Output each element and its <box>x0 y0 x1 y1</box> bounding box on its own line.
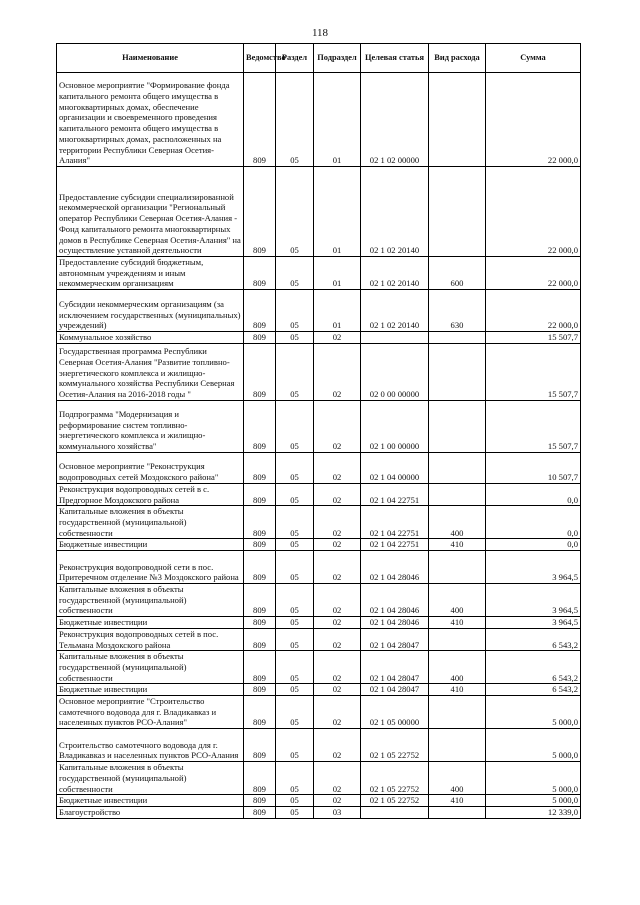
row-name: Субсидии некоммерческим организациям (за исключением государственных (муниципальных) учреждений) <box>57 290 244 332</box>
row-name: Основное мероприятие "Строительство самотечного водовода для г. Владикавказ и населенных пунктов РСО-Алания" <box>57 696 244 729</box>
row-subsection: 02 <box>314 584 361 617</box>
row-expense-type <box>429 343 486 400</box>
table-row <box>57 795 581 807</box>
row-target-article: 02 1 04 28046 <box>361 551 429 584</box>
table-row <box>57 483 581 505</box>
row-ministry: 809 <box>244 651 276 684</box>
row-name: Предоставление субсидии специализированной некоммерческой организации "Региональный оператор Республики Северная Осетия-Алания - Фонд капитального ремонта многоквартирных домов в Республике Северная Осетия-Алания" на осуществление уставной деятельности <box>57 167 244 257</box>
row-subsection: 01 <box>314 290 361 332</box>
table-row <box>57 762 581 795</box>
row-amount: 6 543,2 <box>486 628 581 650</box>
row-expense-type: 600 <box>429 257 486 290</box>
row-expense-type: 400 <box>429 651 486 684</box>
row-expense-type <box>429 696 486 729</box>
row-subsection: 02 <box>314 506 361 539</box>
table-row <box>57 290 581 332</box>
row-subsection: 02 <box>314 651 361 684</box>
row-target-article: 02 1 04 22751 <box>361 483 429 505</box>
row-section: 05 <box>276 696 314 729</box>
row-target-article: 02 1 04 28047 <box>361 651 429 684</box>
row-amount: 22 000,0 <box>486 167 581 257</box>
row-target-article: 02 1 04 22751 <box>361 506 429 539</box>
header-amount: Сумма <box>486 44 581 73</box>
row-name: Строительство самотечного водовода для г. Владикавказ и населенных пунктов РСО-Алания <box>57 729 244 762</box>
table-row <box>57 332 581 344</box>
row-subsection: 02 <box>314 343 361 400</box>
row-name: Подпрограмма "Модернизация и реформирование систем топливно-энергетического комплекса и жилищно-коммунального хозяйства" <box>57 400 244 452</box>
row-subsection: 02 <box>314 684 361 696</box>
row-ministry: 809 <box>244 332 276 344</box>
header-expense-type: Вид расхода <box>429 44 486 73</box>
row-target-article: 02 1 04 28047 <box>361 684 429 696</box>
row-target-article: 02 1 04 28047 <box>361 628 429 650</box>
row-target-article: 02 1 05 22752 <box>361 795 429 807</box>
row-expense-type: 630 <box>429 290 486 332</box>
row-subsection: 02 <box>314 628 361 650</box>
row-ministry: 809 <box>244 729 276 762</box>
row-section: 05 <box>276 539 314 551</box>
row-target-article: 02 0 00 00000 <box>361 343 429 400</box>
row-expense-type: 410 <box>429 539 486 551</box>
table-row <box>57 506 581 539</box>
row-name: Реконструкция водопроводных сетей в с. Предгорное Моздокского района <box>57 483 244 505</box>
row-ministry: 809 <box>244 452 276 483</box>
table-row <box>57 696 581 729</box>
row-section: 05 <box>276 651 314 684</box>
row-amount: 10 507,7 <box>486 452 581 483</box>
row-expense-type: 410 <box>429 684 486 696</box>
header-ministry: Ведомство <box>244 44 276 73</box>
row-section: 05 <box>276 551 314 584</box>
row-name: Основное мероприятие "Формирование фонда капитального ремонта общего имущества в многоквартирных домах, обеспечение организации и своевременного проведения капитального ремонта общего имущества в многоквартирных домах, расположенных на территории Республики Северная Осетия-Алания" <box>57 73 244 167</box>
row-amount: 5 000,0 <box>486 795 581 807</box>
row-name: Реконструкция водопроводной сети в пос. Притеречном отделение №3 Моздокского района <box>57 551 244 584</box>
row-expense-type <box>429 73 486 167</box>
row-expense-type: 400 <box>429 584 486 617</box>
row-expense-type: 400 <box>429 506 486 539</box>
row-name: Основное мероприятие "Реконструкция водопроводных сетей Моздокского района" <box>57 452 244 483</box>
row-subsection: 01 <box>314 257 361 290</box>
row-target-article: 02 1 02 20140 <box>361 257 429 290</box>
row-ministry: 809 <box>244 539 276 551</box>
row-section: 05 <box>276 795 314 807</box>
row-target-article: 02 1 05 22752 <box>361 762 429 795</box>
row-ministry: 809 <box>244 343 276 400</box>
row-subsection: 02 <box>314 762 361 795</box>
row-subsection: 02 <box>314 795 361 807</box>
row-name: Капитальные вложения в объекты государственной (муниципальной) собственности <box>57 584 244 617</box>
row-ministry: 809 <box>244 617 276 629</box>
row-target-article: 02 1 05 00000 <box>361 696 429 729</box>
row-ministry: 809 <box>244 257 276 290</box>
row-amount: 15 507,7 <box>486 343 581 400</box>
row-section: 05 <box>276 73 314 167</box>
row-subsection: 02 <box>314 729 361 762</box>
row-amount: 0,0 <box>486 483 581 505</box>
row-ministry: 809 <box>244 400 276 452</box>
row-section: 05 <box>276 343 314 400</box>
row-subsection: 02 <box>314 483 361 505</box>
row-ministry: 809 <box>244 506 276 539</box>
row-subsection: 02 <box>314 551 361 584</box>
row-subsection: 02 <box>314 332 361 344</box>
table-row <box>57 343 581 400</box>
row-name: Бюджетные инвестиции <box>57 684 244 696</box>
row-amount: 3 964,5 <box>486 584 581 617</box>
row-target-article: 02 1 02 20140 <box>361 167 429 257</box>
row-ministry: 809 <box>244 290 276 332</box>
header-name: Наименование <box>57 44 244 73</box>
row-ministry: 809 <box>244 551 276 584</box>
row-subsection: 01 <box>314 167 361 257</box>
row-name: Предоставление субсидий бюджетным, автономным учреждениям и иным некоммерческим организациям <box>57 257 244 290</box>
row-target-article: 02 1 04 00000 <box>361 452 429 483</box>
row-expense-type: 400 <box>429 762 486 795</box>
row-subsection: 02 <box>314 400 361 452</box>
table-row <box>57 539 581 551</box>
row-section: 05 <box>276 584 314 617</box>
row-name: Коммунальное хозяйство <box>57 332 244 344</box>
row-section: 05 <box>276 400 314 452</box>
row-section: 05 <box>276 290 314 332</box>
row-expense-type <box>429 167 486 257</box>
row-ministry: 809 <box>244 483 276 505</box>
row-section: 05 <box>276 617 314 629</box>
row-subsection: 01 <box>314 73 361 167</box>
row-section: 05 <box>276 684 314 696</box>
table-row <box>57 167 581 257</box>
table-row <box>57 806 581 818</box>
row-name: Капитальные вложения в объекты государственной (муниципальной) собственности <box>57 651 244 684</box>
row-amount: 5 000,0 <box>486 762 581 795</box>
row-name: Благоустройство <box>57 806 244 818</box>
row-target-article: 02 1 02 00000 <box>361 73 429 167</box>
row-name: Капитальные вложения в объекты государственной (муниципальной) собственности <box>57 762 244 795</box>
row-subsection: 02 <box>314 617 361 629</box>
row-section: 05 <box>276 762 314 795</box>
row-amount: 15 507,7 <box>486 332 581 344</box>
row-expense-type <box>429 628 486 650</box>
row-amount: 6 543,2 <box>486 684 581 696</box>
header-section: Раздел <box>276 44 314 73</box>
row-section: 05 <box>276 506 314 539</box>
row-ministry: 809 <box>244 73 276 167</box>
row-amount: 5 000,0 <box>486 696 581 729</box>
row-ministry: 809 <box>244 795 276 807</box>
table-row <box>57 551 581 584</box>
table-row <box>57 617 581 629</box>
table-row <box>57 73 581 167</box>
row-name: Бюджетные инвестиции <box>57 795 244 807</box>
table-row <box>57 257 581 290</box>
row-ministry: 809 <box>244 167 276 257</box>
row-expense-type: 410 <box>429 795 486 807</box>
row-name: Капитальные вложения в объекты государственной (муниципальной) собственности <box>57 506 244 539</box>
row-target-article: 02 1 00 00000 <box>361 400 429 452</box>
row-ministry: 809 <box>244 806 276 818</box>
row-section: 05 <box>276 257 314 290</box>
row-expense-type <box>429 551 486 584</box>
row-expense-type: 410 <box>429 617 486 629</box>
row-amount: 6 543,2 <box>486 651 581 684</box>
table-body <box>57 73 581 819</box>
row-amount: 12 339,0 <box>486 806 581 818</box>
row-section: 05 <box>276 332 314 344</box>
row-section: 05 <box>276 628 314 650</box>
header-subsection: Подраздел <box>314 44 361 73</box>
row-subsection: 02 <box>314 539 361 551</box>
row-subsection: 02 <box>314 452 361 483</box>
table-row <box>57 684 581 696</box>
row-target-article <box>361 332 429 344</box>
row-expense-type <box>429 332 486 344</box>
row-target-article <box>361 806 429 818</box>
row-expense-type <box>429 452 486 483</box>
budget-table <box>56 43 581 819</box>
row-target-article: 02 1 04 22751 <box>361 539 429 551</box>
row-section: 05 <box>276 167 314 257</box>
row-amount: 3 964,5 <box>486 617 581 629</box>
row-expense-type <box>429 729 486 762</box>
row-amount: 3 964,5 <box>486 551 581 584</box>
row-section: 05 <box>276 452 314 483</box>
row-name: Бюджетные инвестиции <box>57 617 244 629</box>
row-amount: 22 000,0 <box>486 290 581 332</box>
row-target-article: 02 1 04 28046 <box>361 584 429 617</box>
row-subsection: 02 <box>314 696 361 729</box>
row-ministry: 809 <box>244 584 276 617</box>
header-target-article: Целевая статья <box>361 44 429 73</box>
row-target-article: 02 1 02 20140 <box>361 290 429 332</box>
row-target-article: 02 1 05 22752 <box>361 729 429 762</box>
table-row <box>57 400 581 452</box>
row-amount: 0,0 <box>486 539 581 551</box>
row-section: 05 <box>276 806 314 818</box>
row-amount: 5 000,0 <box>486 729 581 762</box>
page-number: 118 <box>311 27 329 39</box>
table-header-row <box>57 44 581 73</box>
row-amount: 0,0 <box>486 506 581 539</box>
table-row <box>57 729 581 762</box>
row-ministry: 809 <box>244 696 276 729</box>
row-expense-type <box>429 400 486 452</box>
row-name: Бюджетные инвестиции <box>57 539 244 551</box>
row-ministry: 809 <box>244 762 276 795</box>
row-amount: 15 507,7 <box>486 400 581 452</box>
row-amount: 22 000,0 <box>486 73 581 167</box>
row-ministry: 809 <box>244 684 276 696</box>
row-name: Реконструкция водопроводных сетей в пос. Тельмана Моздокского района <box>57 628 244 650</box>
row-subsection: 03 <box>314 806 361 818</box>
row-expense-type <box>429 806 486 818</box>
row-expense-type <box>429 483 486 505</box>
row-name: Государственная программа Республики Северная Осетия-Алания "Развитие топливно-энергетического комплекса и жилищно-коммунального хозяйства Республики Северная Осетия-Алания на 2016-2018 годы " <box>57 343 244 400</box>
row-target-article: 02 1 04 28046 <box>361 617 429 629</box>
row-section: 05 <box>276 483 314 505</box>
table-row <box>57 584 581 617</box>
table-row <box>57 651 581 684</box>
table-row <box>57 628 581 650</box>
row-amount: 22 000,0 <box>486 257 581 290</box>
row-ministry: 809 <box>244 628 276 650</box>
table-row <box>57 452 581 483</box>
row-section: 05 <box>276 729 314 762</box>
